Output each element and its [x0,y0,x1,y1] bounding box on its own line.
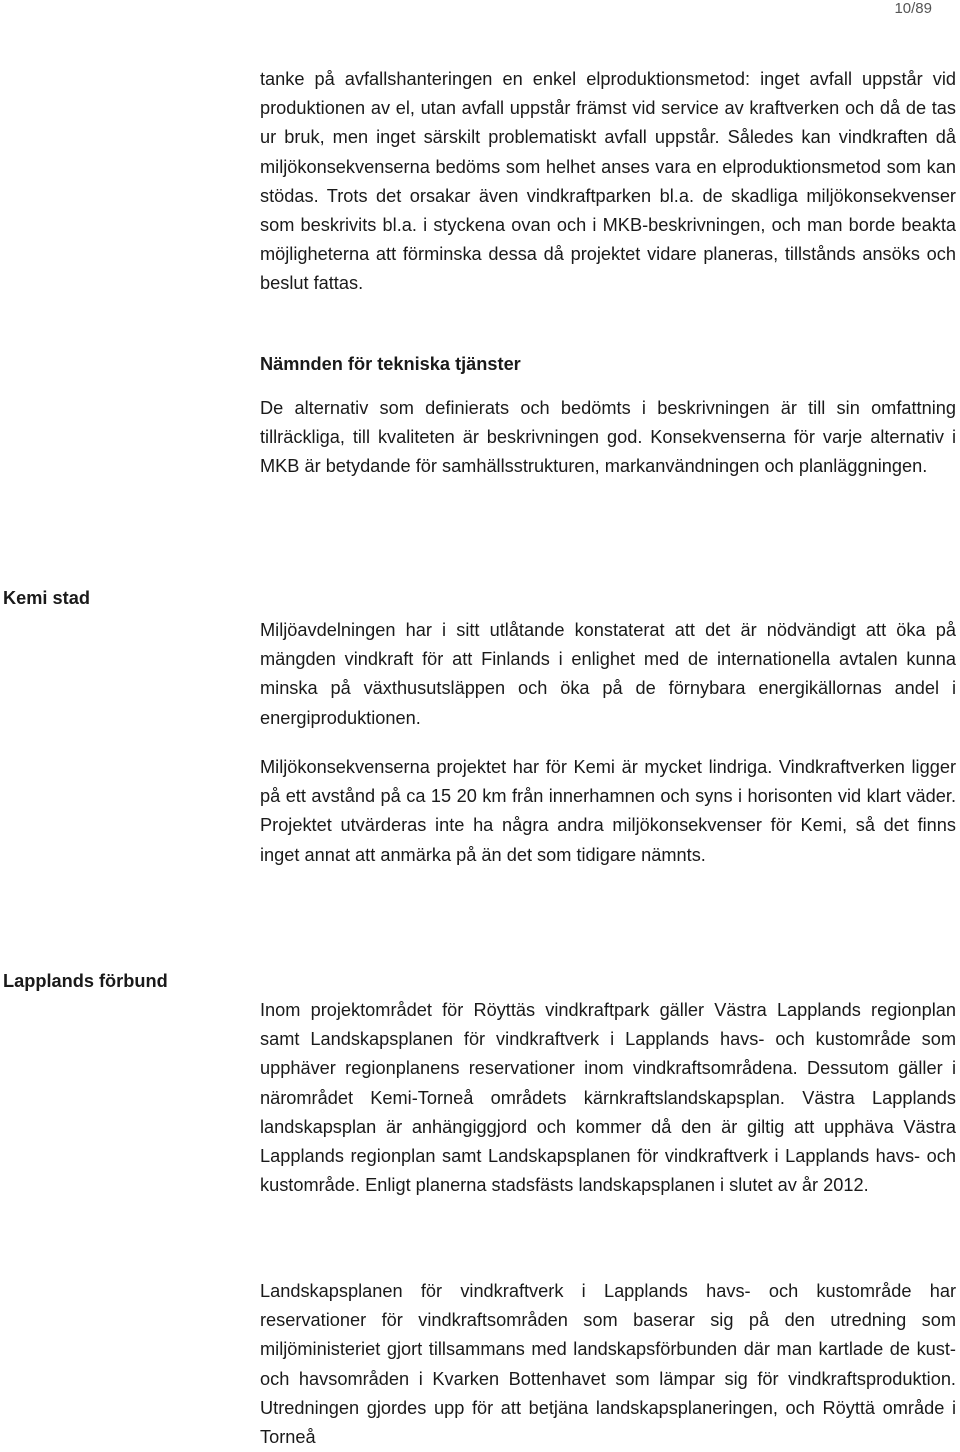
lapland-paragraph-2: Landskapsplanen för vindkraftverk i Lapplands havs- och kustområde har reservationer för vindkraftsområden som baserar sig på den utredning som miljöministeriet gjort tillsammans med landskapsförbunden där man kartlade de kust- och havsområden i Kvarken Bottenhavet som lämpar sig för vindkraftsproduktion. Utredningen gjordes upp för att betjäna landskapsplaneringen, och Röyttä område i Torneå [260,1281,956,1448]
side-label-lapland: Lapplands förbund [3,971,168,991]
intro-paragraph: tanke på avfallshanteringen en enkel elproduktionsmetod: inget avfall uppstår vid produktionen av el, utan avfall uppstår främst vid service av kraftverken och då de tas ur bruk, men inget särskilt problematiskt avfall uppstår. Således kan vindkraften då miljökonsekvenserna bedöms som helhet anses vara en elproduktionsmetod som kan stödas. Trots det orsakar även vindkraftparken bl.a. de skadliga miljökonsekvenser som beskrivits bl.a. i styckena ovan och i MKB-beskrivningen, och man borde beakta möjligheterna att förminska dessa då projektet vidare planeras, tillstånds ansöks och beslut fattas. [260,69,956,294]
lapland-paragraph-1: Inom projektområdet för Röyttäs vindkraftpark gäller Västra Lapplands regionplan samt Landskapsplanen för vindkraftverk i Lapplands havs- och kustområde som upphäver regionplanens reservationer inom vindkraftsområdena. Dessutom gäller i närområdet Kemi-Torneå områdets kärnkraftslandskapsplan. Västra Lapplands landskapsplan är anhängiggjord och kommer då den är giltig att upphäva Västra Lapplands regionplan samt Landskapsplanen för vindkraftverk i Lapplands havs- och kustområde. Enligt planerna stadsfästs landskapsplanen i slutet av år 2012. [260,1000,956,1196]
technical-board-paragraph: De alternativ som definierats och bedömts i beskrivningen är till sin omfattning tillräckliga, till kvaliteten är beskrivningen god. Konsekvenserna för varje alternativ i MKB är betydande för samhällsstrukturen, markanvändningen och planläggningen. [260,398,956,477]
kemi-paragraph-2: Miljökonsekvenserna projektet har för Kemi är mycket lindriga. Vindkraftverken ligger på ett avstånd på ca 15 20 km från innerhamnen och syns i horisonten vid klart väder. Projektet utvärderas inte ha några andra miljökonsekvenser för Kemi, så det finns inget annat att anmärka på än det som tidigare nämnts. [260,757,956,865]
section-heading-technical-board: Nämnden för tekniska tjänster [260,354,521,374]
side-label-kemi: Kemi stad [3,588,90,608]
kemi-paragraph-1: Miljöavdelningen har i sitt utlåtande konstaterat att det är nödvändigt att öka på mängden vindkraft för att Finlands i enlighet med de internationella avtalen kunna minska på växthusutsläppen och öka på de förnybara energikällornas andel i energiproduktionen. [260,620,956,728]
page-number: 10/89 [894,0,932,17]
